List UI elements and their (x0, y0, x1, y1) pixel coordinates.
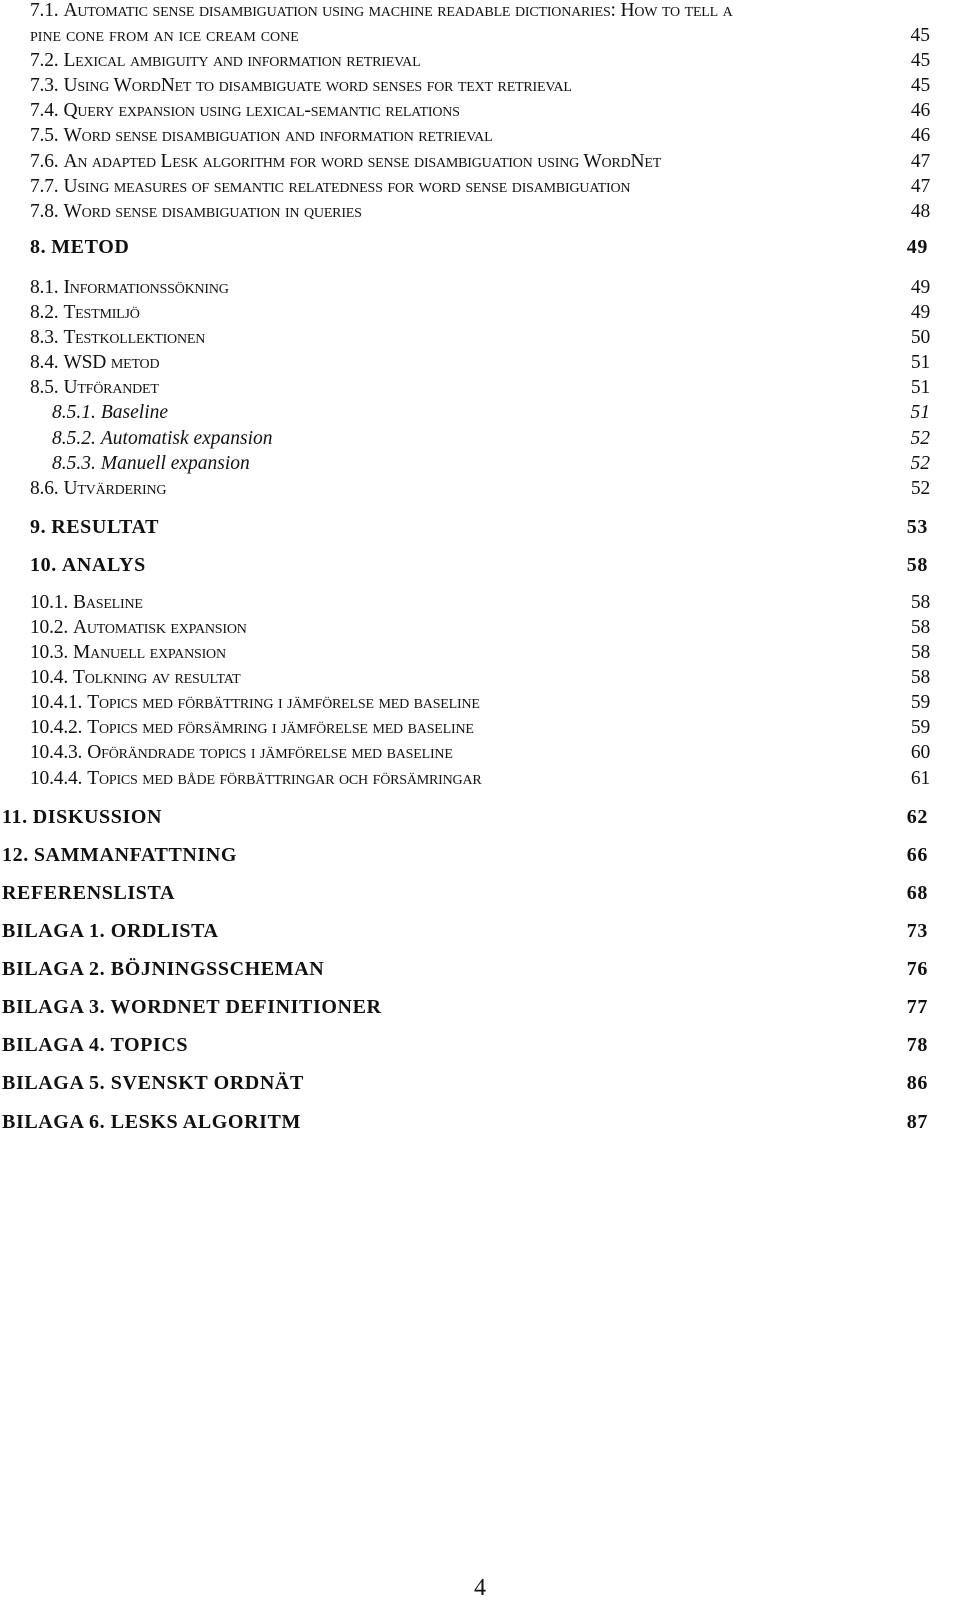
toc-entry-title: Lexical ambiguity and information retrieval (63, 50, 421, 71)
toc-entry[interactable] (30, 201, 930, 223)
toc-entry[interactable] (30, 742, 930, 764)
toc-entry-page: 45 (910, 50, 930, 71)
toc-entry-page: 50 (910, 327, 930, 348)
toc-entry-number: 8.3. (30, 327, 59, 348)
toc-entry[interactable] (30, 554, 928, 577)
toc-entry-number: 7.6. (30, 151, 59, 172)
toc-entry[interactable] (52, 402, 930, 424)
toc-entry-title: pine cone from an ice cream cone (30, 25, 299, 46)
toc-entry-title: An adapted Lesk algorithm for word sense disambiguation using WordNet (63, 151, 662, 172)
toc-entry[interactable] (30, 50, 930, 72)
toc-entry[interactable] (2, 920, 928, 943)
toc-entry-page: 45 (910, 75, 930, 96)
toc-entry[interactable] (30, 302, 930, 324)
toc-entry-title: Testkollektionen (63, 327, 206, 348)
toc-entry-number: 8.1. (30, 277, 59, 298)
toc-entry-number: 10.4. (30, 667, 69, 688)
toc-entry-title: Topics med förbättring i jämförelse med baseline (87, 692, 480, 713)
toc-entry-number: 8.5.2. (52, 428, 96, 449)
toc-entry-title: BILAGA 1. ORDLISTA (2, 920, 219, 942)
toc-entry[interactable] (30, 75, 930, 97)
toc-entry-number: 7.7. (30, 176, 59, 197)
toc-entry[interactable] (30, 516, 928, 539)
toc-entry-title: Word sense disambiguation and information retrieval (63, 125, 493, 146)
toc-entry[interactable] (30, 768, 930, 790)
toc-entry-title: Topics med både förbättringar och försämringar (87, 768, 482, 789)
toc-entry-page: 58 (910, 642, 930, 663)
toc-entry-number: 8.2. (30, 302, 59, 323)
toc-entry-title: ANALYS (61, 554, 146, 576)
toc-entry-page: 53 (906, 516, 928, 538)
toc-entry-page: 59 (910, 692, 930, 713)
toc-entry-title: WSD metod (63, 352, 160, 373)
toc-entry-number: 7.1. (30, 0, 59, 21)
page-number: 4 (474, 1575, 486, 1601)
toc-entry-title: BILAGA 3. WORDNET DEFINITIONER (2, 996, 382, 1018)
toc-entry-page: 47 (910, 176, 930, 197)
toc-entry-title: DISKUSSION (32, 806, 163, 828)
toc-entry-title: Baseline (73, 592, 143, 613)
toc-entry[interactable] (2, 882, 928, 905)
toc-entry[interactable] (2, 1034, 928, 1057)
toc-entry-number: 7.8. (30, 201, 59, 222)
toc-entry[interactable] (30, 236, 928, 259)
toc-entry-title: Automatisk expansion (100, 428, 273, 449)
toc-entry-title: BILAGA 2. BÖJNINGSSCHEMAN (2, 958, 325, 980)
toc-entry-page: 87 (906, 1111, 928, 1133)
toc-entry-page: 58 (910, 592, 930, 613)
toc-entry-title: Query expansion using lexical-semantic relations (63, 100, 460, 121)
toc-entry-page: 52 (910, 428, 930, 449)
toc-entry[interactable] (2, 844, 928, 867)
toc-entry-number: 8. (30, 236, 47, 258)
toc-entry-page: 49 (906, 236, 928, 258)
toc-entry-page: 52 (910, 478, 930, 499)
toc-entry-number: 10.4.3. (30, 742, 83, 763)
toc-entry-title: BILAGA 5. SVENSKT ORDNÄT (2, 1072, 304, 1094)
toc-entry-title: Automatic sense disambiguation using machine readable dictionaries: How to tell a (63, 0, 733, 21)
toc-entry[interactable] (30, 125, 930, 147)
toc-entry-number: 10. (30, 554, 57, 576)
toc-entry[interactable] (30, 327, 930, 349)
toc-entry-title: Using WordNet to disambiguate word senses for text retrieval (63, 75, 572, 96)
toc-entry-number: 10.4.1. (30, 692, 83, 713)
toc-entry-title: Word sense disambiguation in queries (63, 201, 362, 222)
toc-entry-page: 58 (910, 617, 930, 638)
toc-entry-title: Oförändrade topics i jämförelse med baseline (87, 742, 453, 763)
toc-entry-title: Testmiljö (63, 302, 140, 323)
toc-entry-page: 77 (906, 996, 928, 1018)
toc-entry-number: 7.2. (30, 50, 59, 71)
toc-entry-title: Utvärdering (63, 478, 167, 499)
toc-entry[interactable] (2, 806, 928, 829)
toc-entry[interactable] (30, 151, 930, 173)
toc-entry[interactable] (30, 377, 930, 399)
toc-entry-title: Informationssökning (63, 277, 229, 298)
toc-entry-page: 66 (906, 844, 928, 866)
toc-entry[interactable] (30, 592, 930, 614)
toc-entry-title: Topics med försämring i jämförelse med baseline (87, 717, 474, 738)
toc-entry-number: 7.4. (30, 100, 59, 121)
toc-entry-title: Manuell expansion (100, 453, 250, 474)
toc-entry[interactable] (30, 0, 930, 22)
toc-entry-title: METOD (51, 236, 130, 258)
toc-entry-page: 62 (906, 806, 928, 828)
toc-entry-page: 45 (910, 25, 930, 46)
toc-entry-number: 8.5.3. (52, 453, 96, 474)
toc-entry[interactable] (2, 1072, 928, 1095)
toc-entry-page: 59 (910, 717, 930, 738)
toc-entry[interactable] (30, 352, 930, 374)
toc-entry-number: 9. (30, 516, 47, 538)
toc-entry-page: 51 (910, 352, 930, 373)
toc-entry-page: 46 (910, 100, 930, 121)
toc-entry-title: Utförandet (63, 377, 159, 398)
toc-entry[interactable] (30, 717, 930, 739)
toc-entry-title: Using measures of semantic relatedness for word sense disambiguation (63, 176, 631, 197)
toc-entry-number: 10.1. (30, 592, 69, 613)
toc-entry-number: 10.2. (30, 617, 69, 638)
toc-entry-title: Baseline (100, 402, 169, 423)
toc-entry-number: 12. (2, 844, 29, 866)
toc-entry-number: 10.4.2. (30, 717, 83, 738)
toc-entry-page: 73 (906, 920, 928, 942)
toc-entry[interactable] (30, 642, 930, 664)
toc-entry-title: BILAGA 4. TOPICS (2, 1034, 189, 1056)
toc-entry-number: 8.5. (30, 377, 59, 398)
toc-entry-page: 58 (906, 554, 928, 576)
toc-entry[interactable] (52, 453, 930, 475)
toc-entry-page: 52 (910, 453, 930, 474)
toc-entry-page: 47 (910, 151, 930, 172)
toc-entry[interactable] (52, 428, 930, 450)
toc-entry[interactable] (30, 617, 930, 639)
toc-entry[interactable] (30, 176, 930, 198)
toc-entry-number: 8.4. (30, 352, 59, 373)
toc-entry-page: 78 (906, 1034, 928, 1056)
toc-entry-page: 49 (910, 277, 930, 298)
toc-entry[interactable] (2, 958, 928, 981)
toc-entry-number: 8.6. (30, 478, 59, 499)
toc-entry-page: 49 (910, 302, 930, 323)
toc-entry[interactable] (30, 100, 930, 122)
toc-entry-title: BILAGA 6. LESKS ALGORITM (2, 1111, 301, 1133)
toc-entry[interactable] (30, 667, 930, 689)
toc-entry-page: 86 (906, 1072, 928, 1094)
toc-entry-title: Automatisk expansion (73, 617, 247, 638)
toc-entry[interactable] (2, 996, 928, 1019)
toc-entry-title: SAMMANFATTNING (33, 844, 238, 866)
toc-entry-page: 51 (910, 402, 930, 423)
toc-entry[interactable] (30, 277, 930, 299)
toc-entry-page: 76 (906, 958, 928, 980)
toc-entry-title: REFERENSLISTA (2, 882, 176, 904)
toc-entry-number: 7.5. (30, 125, 59, 146)
toc-entry-page: 61 (910, 768, 930, 789)
toc-entry-page: 60 (910, 742, 930, 763)
toc-entry-page: 68 (906, 882, 928, 904)
toc-entry-page: 46 (910, 125, 930, 146)
toc-entry-number: 11. (2, 806, 28, 828)
toc-entry[interactable] (30, 692, 930, 714)
toc-entry[interactable] (30, 25, 930, 47)
toc-entry[interactable] (30, 478, 930, 500)
toc-entry-number: 8.5.1. (52, 402, 96, 423)
toc-entry-number: 10.4.4. (30, 768, 83, 789)
toc-entry-page: 48 (910, 201, 930, 222)
toc-entry-number: 10.3. (30, 642, 69, 663)
toc-entry-title: Manuell expansion (73, 642, 226, 663)
toc-entry-title: RESULTAT (51, 516, 160, 538)
toc-entry-title: Tolkning av resultat (73, 667, 241, 688)
toc-entry-page: 51 (910, 377, 930, 398)
toc-entry-page: 58 (910, 667, 930, 688)
toc-entry[interactable] (2, 1111, 928, 1134)
toc-entry-number: 7.3. (30, 75, 59, 96)
